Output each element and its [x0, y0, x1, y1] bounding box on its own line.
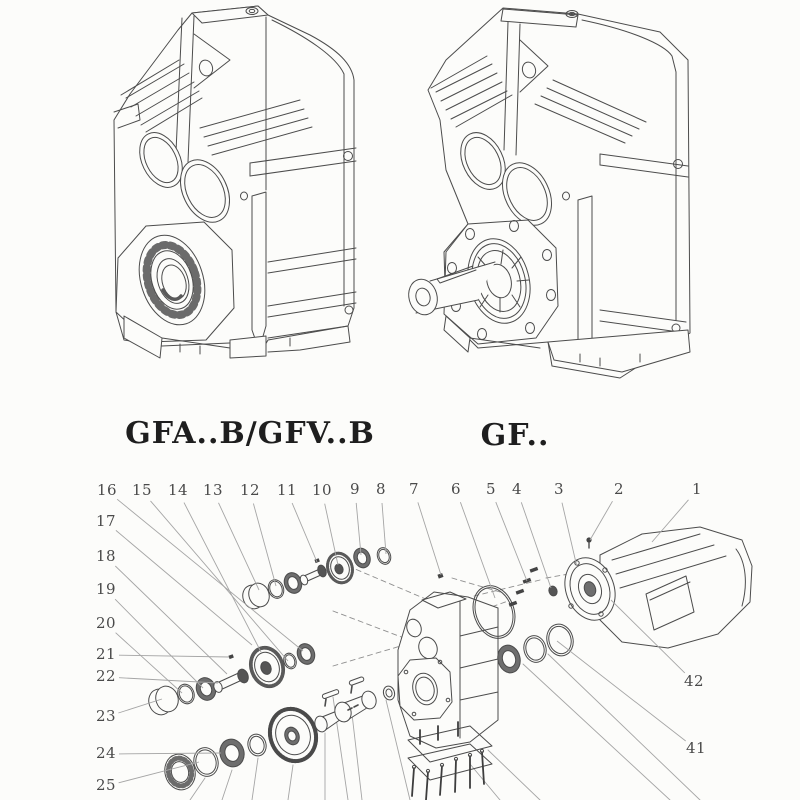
callout-number: 17: [95, 512, 117, 531]
callout-number: 20: [95, 614, 117, 633]
leader-line-15: [151, 501, 289, 661]
callout-number: 6: [450, 480, 462, 499]
callout-number: 41: [685, 739, 707, 758]
output-shaft-parts: [161, 676, 396, 793]
callout-number: 25: [95, 776, 117, 795]
leader-line-3: [562, 503, 577, 567]
callout-number: 19: [95, 580, 117, 599]
callout-number: 8: [375, 480, 387, 499]
leader-line-5: [496, 502, 527, 581]
callout-number: 21: [95, 645, 117, 664]
leader-line-13: [219, 503, 260, 590]
leader-line-20: [116, 633, 182, 693]
callout-number: 10: [311, 481, 333, 500]
exploded-parts-diagram: [145, 527, 752, 800]
callout-number: 23: [95, 707, 117, 726]
leader-line-21: [119, 655, 229, 657]
callout-number: 16: [96, 481, 118, 500]
callout-number: 4: [511, 480, 523, 499]
leader-line-12: [253, 504, 276, 587]
callout-number: 42: [683, 672, 705, 691]
gearbox-figure-left: [114, 6, 356, 358]
leader-line-7: [418, 502, 441, 575]
leader-line-4: [521, 502, 551, 588]
leader-line-11: [292, 503, 317, 562]
callout-number: 2: [613, 480, 625, 499]
leader-line-8: [382, 503, 386, 554]
caption-model-right: GF..: [480, 418, 550, 453]
callout-number: 18: [95, 547, 117, 566]
callout-number: 12: [239, 481, 261, 500]
leader-line-41: [557, 641, 686, 741]
gear-housing: [398, 592, 498, 748]
callout-number: 13: [202, 481, 224, 500]
leader-line-2: [590, 501, 613, 540]
callout-number: 7: [408, 480, 420, 499]
leader-line-18: [115, 566, 227, 674]
leader-line-9: [356, 503, 361, 555]
callout-number: 1: [691, 480, 703, 499]
leader-line-17: [116, 530, 252, 645]
callout-number: 14: [167, 481, 189, 500]
callout-number: 11: [276, 481, 298, 500]
callout-number: 9: [349, 480, 361, 499]
leader-line-16: [117, 499, 303, 651]
leader-line-19: [115, 599, 203, 688]
leader-line-6: [460, 502, 495, 598]
callout-number: 3: [553, 480, 565, 499]
leader-line-14: [184, 503, 261, 652]
input-shaft-parts: [239, 546, 443, 612]
caption-model-left: GFA..B/GFV..B: [125, 416, 375, 451]
gearbox-figure-right: [405, 8, 690, 378]
leader-line-24: [119, 753, 221, 754]
callout-number: 5: [485, 480, 497, 499]
callout-number: 15: [131, 481, 153, 500]
intermediate-shaft-parts: [145, 641, 317, 718]
electric-motor: [557, 527, 752, 648]
callout-number: 22: [95, 667, 117, 686]
callout-number: 24: [95, 744, 117, 763]
